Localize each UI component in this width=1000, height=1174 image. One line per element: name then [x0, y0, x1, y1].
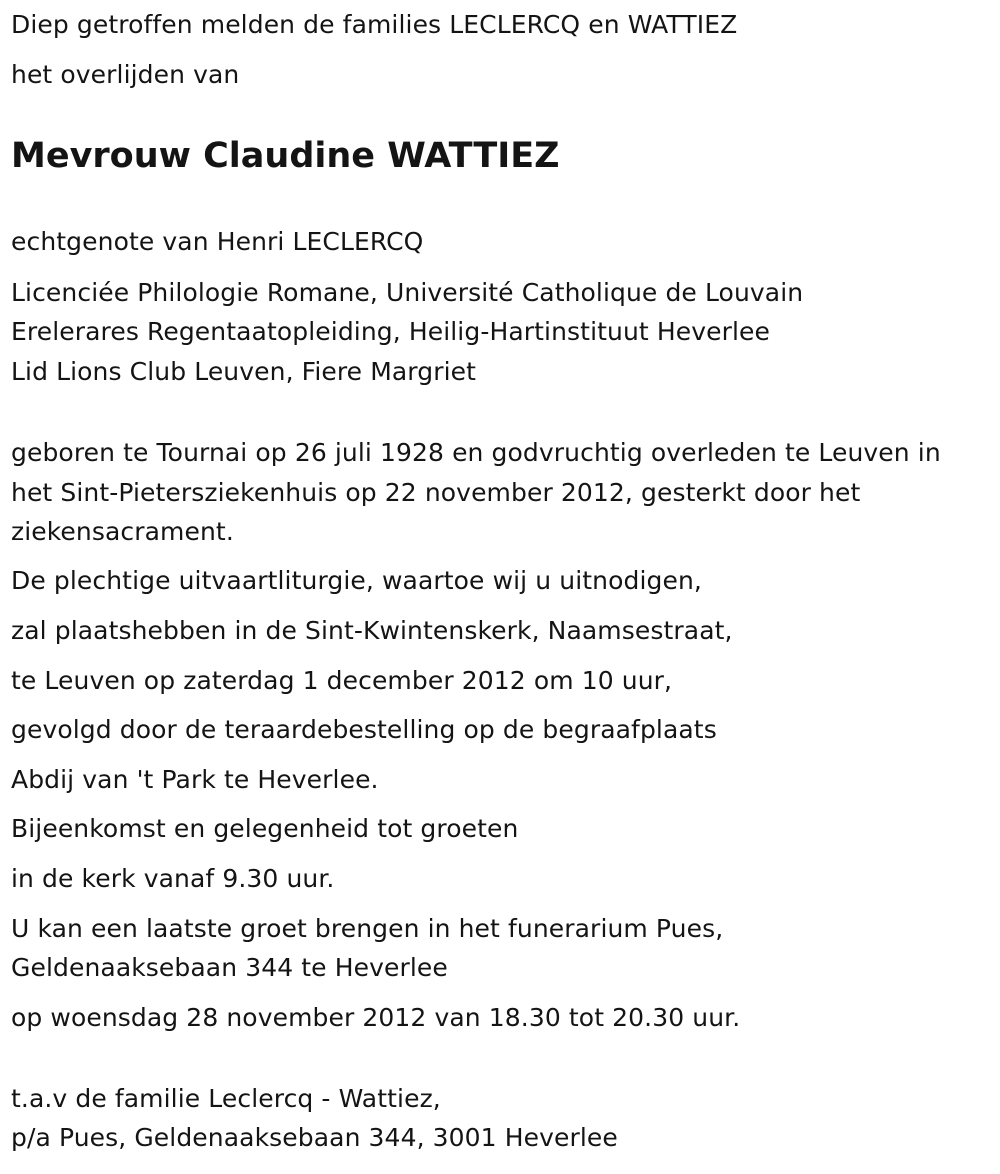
title-line-1: Licenciée Philologie Romane, Université Catholique de Louvain: [11, 278, 804, 307]
contact-line-1: t.a.v de familie Leclercq - Wattiez,: [11, 1084, 441, 1113]
visitation-line-3: op woensdag 28 november 2012 van 18.30 tot 20.30 uur.: [11, 1003, 741, 1032]
spouse-line: echtgenote van Henri LECLERCQ: [11, 227, 424, 256]
birth-death-line-1: geboren te Tournai op 26 juli 1928 en godvruchtig overleden te Leuven in: [11, 438, 941, 467]
funeral-line-4: gevolgd door de teraardebestelling op de begraafplaats: [11, 715, 717, 744]
intro-line-2: het overlijden van: [11, 60, 240, 89]
visitation-line-2: Geldenaaksebaan 344 te Heverlee: [11, 953, 448, 982]
intro-line-1: Diep getroffen melden de families LECLERCQ en WATTIEZ: [11, 10, 738, 39]
funeral-line-6: Bijeenkomst en gelegenheid tot groeten: [11, 814, 519, 843]
birth-death-line-2: het Sint-Pietersziekenhuis op 22 november 2012, gesterkt door het: [11, 478, 861, 507]
title-line-3: Lid Lions Club Leuven, Fiere Margriet: [11, 357, 477, 386]
deceased-name: Mevrouw Claudine WATTIEZ: [11, 136, 560, 176]
funeral-line-3: te Leuven op zaterdag 1 december 2012 om 10 uur,: [11, 666, 673, 695]
funeral-line-2: zal plaatshebben in de Sint-Kwintenskerk, Naamsestraat,: [11, 616, 733, 645]
funeral-line-5: Abdij van 't Park te Heverlee.: [11, 765, 379, 794]
visitation-line-1: U kan een laatste groet brengen in het funerarium Pues,: [11, 914, 724, 943]
funeral-line-1: De plechtige uitvaartliturgie, waartoe wij u uitnodigen,: [11, 566, 702, 595]
birth-death-line-3: ziekensacrament.: [11, 517, 234, 546]
contact-line-2: p/a Pues, Geldenaaksebaan 344, 3001 Heverlee: [11, 1123, 618, 1152]
funeral-line-7: in de kerk vanaf 9.30 uur.: [11, 864, 335, 893]
title-line-2: Erelerares Regentaatopleiding, Heilig-Hartinstituut Heverlee: [11, 317, 770, 346]
